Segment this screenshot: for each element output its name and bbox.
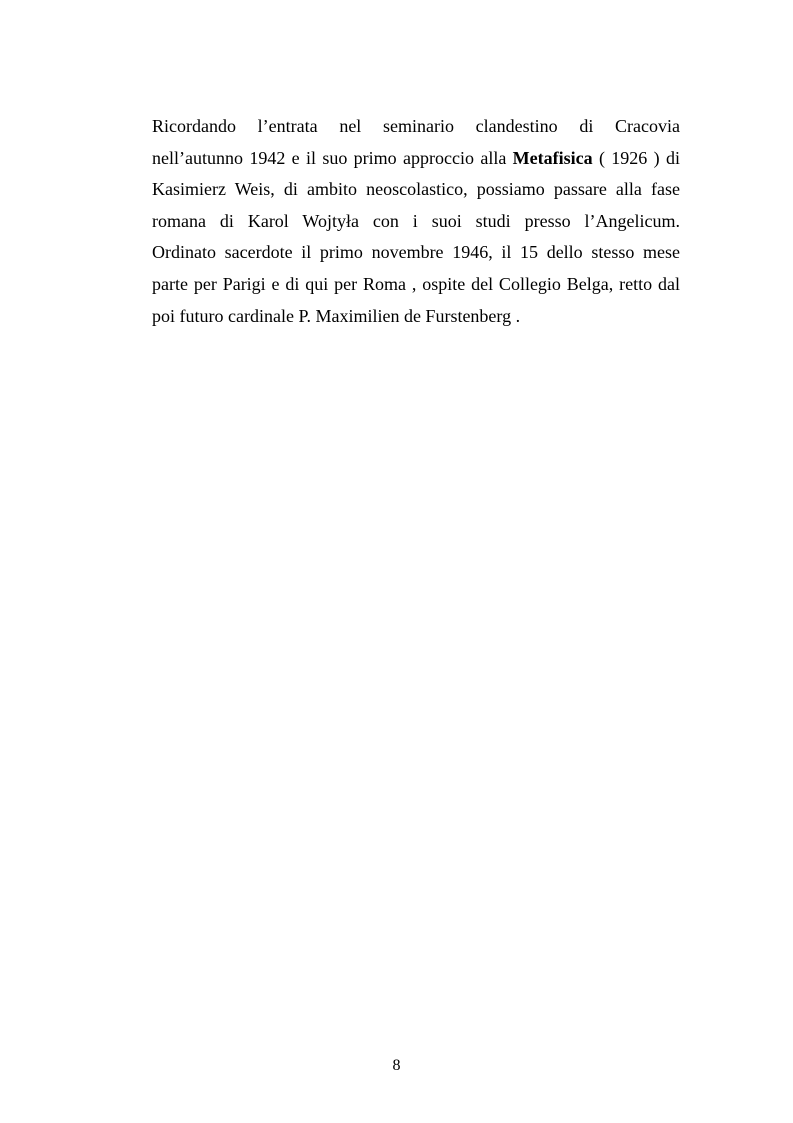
metafisica-title: Metafisica [512,147,593,168]
paragraph-line-7: poi futuro cardinale P. Maximilien de Furstenberg . [152,305,521,326]
paragraph-line-1: Ricordando l’entrata nel seminario clandestino di Cracovia [152,116,680,136]
paragraph-line-5: Ordinato sacerdote il primo novembre 1946, il 15 dello stesso mese [152,242,680,263]
paragraph-line-2 [152,143,680,175]
paragraph-line-6: parte per Parigi e di qui per Roma , ospite del Collegio Belga, retto dal [152,273,680,294]
line-2-before-text: nell’autunno 1942 e il suo primo approccio alla [152,147,513,168]
body-paragraph [152,111,680,332]
page-number: 8 [392,1057,401,1074]
paragraph-line-4: romana di Karol Wojtyła con i suoi studi presso l’Angelicum. [152,210,680,231]
line-2-after-text: ( 1926 ) di [592,147,680,168]
paragraph-line-3: Kasimierz Weis, di ambito neoscolastico, possiamo passare alla fase [152,179,680,200]
